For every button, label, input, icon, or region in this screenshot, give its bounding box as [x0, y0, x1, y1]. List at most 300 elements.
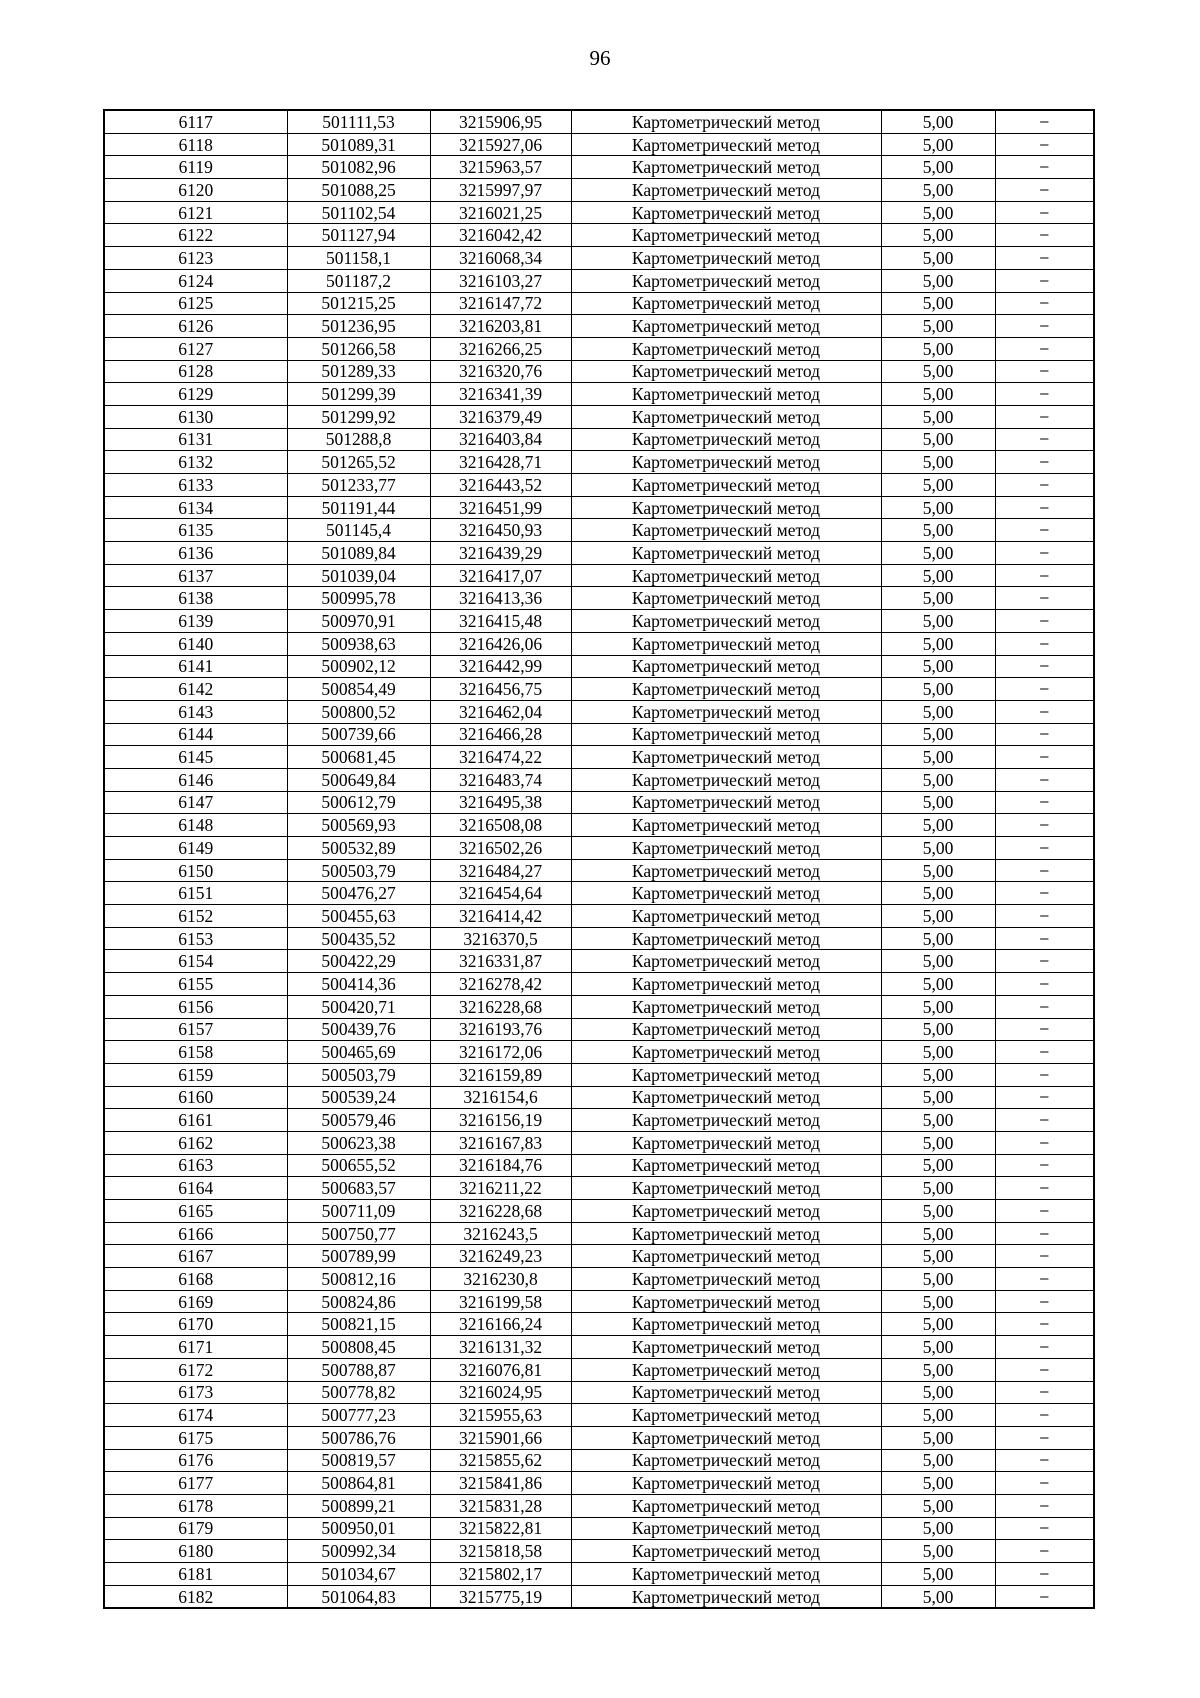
table-row	[104, 1018, 1094, 1041]
accuracy-cell: 5,00	[881, 1563, 995, 1586]
accuracy-cell: 5,00	[881, 1200, 995, 1223]
method-cell: Картометрический метод	[571, 632, 881, 655]
accuracy-cell: 5,00	[881, 383, 995, 406]
description-cell: –	[995, 179, 1094, 202]
accuracy-cell: 5,00	[881, 700, 995, 723]
accuracy-cell: 5,00	[881, 1358, 995, 1381]
x-coordinate-cell: 500778,82	[287, 1381, 430, 1404]
description-cell: –	[995, 360, 1094, 383]
y-coordinate-cell: 3216462,04	[430, 700, 571, 723]
y-coordinate-cell: 3216341,39	[430, 383, 571, 406]
x-coordinate-cell: 500420,71	[287, 995, 430, 1018]
description-cell: –	[995, 814, 1094, 837]
table-row	[104, 632, 1094, 655]
point-number-cell: 6174	[104, 1404, 287, 1427]
y-coordinate-cell: 3215802,17	[430, 1563, 571, 1586]
point-number-cell: 6166	[104, 1222, 287, 1245]
method-cell: Картометрический метод	[571, 973, 881, 996]
description-cell: –	[995, 973, 1094, 996]
y-coordinate-cell: 3216443,52	[430, 474, 571, 497]
x-coordinate-cell: 501034,67	[287, 1563, 430, 1586]
table-row	[104, 292, 1094, 315]
method-cell: Картометрический метод	[571, 474, 881, 497]
accuracy-cell: 5,00	[881, 1472, 995, 1495]
table-row	[104, 1268, 1094, 1291]
method-cell: Картометрический метод	[571, 1177, 881, 1200]
point-number-cell: 6160	[104, 1086, 287, 1109]
y-coordinate-cell: 3216228,68	[430, 1200, 571, 1223]
point-number-cell: 6159	[104, 1063, 287, 1086]
table-row	[104, 746, 1094, 769]
accuracy-cell: 5,00	[881, 746, 995, 769]
page-number: 96	[589, 46, 611, 70]
y-coordinate-cell: 3216413,36	[430, 587, 571, 610]
table-row	[104, 337, 1094, 360]
method-cell: Картометрический метод	[571, 1381, 881, 1404]
method-cell: Картометрический метод	[571, 405, 881, 428]
x-coordinate-cell: 500824,86	[287, 1290, 430, 1313]
accuracy-cell: 5,00	[881, 1585, 995, 1608]
description-cell: –	[995, 315, 1094, 338]
method-cell: Картометрический метод	[571, 1222, 881, 1245]
y-coordinate-cell: 3215955,63	[430, 1404, 571, 1427]
accuracy-cell: 5,00	[881, 1018, 995, 1041]
table-row	[104, 1313, 1094, 1336]
description-cell: –	[995, 1358, 1094, 1381]
description-cell: –	[995, 632, 1094, 655]
description-cell: –	[995, 292, 1094, 315]
x-coordinate-cell: 501064,83	[287, 1585, 430, 1608]
description-cell: –	[995, 519, 1094, 542]
table-row	[104, 768, 1094, 791]
x-coordinate-cell: 501088,25	[287, 179, 430, 202]
table-row	[104, 1200, 1094, 1223]
point-number-cell: 6148	[104, 814, 287, 837]
description-cell: –	[995, 474, 1094, 497]
table-row	[104, 859, 1094, 882]
table-row	[104, 247, 1094, 270]
x-coordinate-cell: 500539,24	[287, 1086, 430, 1109]
description-cell: –	[995, 746, 1094, 769]
point-number-cell: 6138	[104, 587, 287, 610]
point-number-cell: 6178	[104, 1494, 287, 1517]
x-coordinate-cell: 500681,45	[287, 746, 430, 769]
accuracy-cell: 5,00	[881, 519, 995, 542]
table-row	[104, 1109, 1094, 1132]
point-number-cell: 6139	[104, 610, 287, 633]
description-cell: –	[995, 610, 1094, 633]
accuracy-cell: 5,00	[881, 655, 995, 678]
point-number-cell: 6145	[104, 746, 287, 769]
description-cell: –	[995, 1041, 1094, 1064]
method-cell: Картометрический метод	[571, 927, 881, 950]
point-number-cell: 6177	[104, 1472, 287, 1495]
x-coordinate-cell: 500532,89	[287, 837, 430, 860]
method-cell: Картометрический метод	[571, 564, 881, 587]
y-coordinate-cell: 3216403,84	[430, 428, 571, 451]
table-row	[104, 1086, 1094, 1109]
x-coordinate-cell: 500938,63	[287, 632, 430, 655]
y-coordinate-cell: 3216228,68	[430, 995, 571, 1018]
description-cell: –	[995, 110, 1094, 133]
x-coordinate-cell: 500902,12	[287, 655, 430, 678]
table-row	[104, 927, 1094, 950]
point-number-cell: 6125	[104, 292, 287, 315]
description-cell: –	[995, 133, 1094, 156]
accuracy-cell: 5,00	[881, 1381, 995, 1404]
method-cell: Картометрический метод	[571, 678, 881, 701]
method-cell: Картометрический метод	[571, 655, 881, 678]
accuracy-cell: 5,00	[881, 1404, 995, 1427]
x-coordinate-cell: 500786,76	[287, 1426, 430, 1449]
method-cell: Картометрический метод	[571, 542, 881, 565]
y-coordinate-cell: 3216483,74	[430, 768, 571, 791]
method-cell: Картометрический метод	[571, 1063, 881, 1086]
method-cell: Картометрический метод	[571, 1268, 881, 1291]
point-number-cell: 6176	[104, 1449, 287, 1472]
x-coordinate-cell: 501288,8	[287, 428, 430, 451]
method-cell: Картометрический метод	[571, 1585, 881, 1608]
method-cell: Картометрический метод	[571, 700, 881, 723]
description-cell: –	[995, 1449, 1094, 1472]
method-cell: Картометрический метод	[571, 247, 881, 270]
x-coordinate-cell: 501158,1	[287, 247, 430, 270]
x-coordinate-cell: 500739,66	[287, 723, 430, 746]
x-coordinate-cell: 500683,57	[287, 1177, 430, 1200]
table-row	[104, 383, 1094, 406]
description-cell: –	[995, 723, 1094, 746]
table-row	[104, 610, 1094, 633]
method-cell: Картометрический метод	[571, 133, 881, 156]
table-row	[104, 224, 1094, 247]
table-row	[104, 428, 1094, 451]
accuracy-cell: 5,00	[881, 1336, 995, 1359]
accuracy-cell: 5,00	[881, 950, 995, 973]
method-cell: Картометрический метод	[571, 1426, 881, 1449]
method-cell: Картометрический метод	[571, 383, 881, 406]
x-coordinate-cell: 500995,78	[287, 587, 430, 610]
method-cell: Картометрический метод	[571, 337, 881, 360]
x-coordinate-cell: 500864,81	[287, 1472, 430, 1495]
description-cell: –	[995, 859, 1094, 882]
x-coordinate-cell: 501187,2	[287, 269, 430, 292]
x-coordinate-cell: 500435,52	[287, 927, 430, 950]
x-coordinate-cell: 500649,84	[287, 768, 430, 791]
method-cell: Картометрический метод	[571, 156, 881, 179]
table-row	[104, 1336, 1094, 1359]
point-number-cell: 6131	[104, 428, 287, 451]
y-coordinate-cell: 3216193,76	[430, 1018, 571, 1041]
description-cell: –	[995, 882, 1094, 905]
description-cell: –	[995, 1018, 1094, 1041]
x-coordinate-cell: 501111,53	[287, 110, 430, 133]
accuracy-cell: 5,00	[881, 496, 995, 519]
description-cell: –	[995, 1086, 1094, 1109]
description-cell: –	[995, 1404, 1094, 1427]
description-cell: –	[995, 428, 1094, 451]
method-cell: Картометрический метод	[571, 1245, 881, 1268]
y-coordinate-cell: 3216414,42	[430, 905, 571, 928]
accuracy-cell: 5,00	[881, 1109, 995, 1132]
accuracy-cell: 5,00	[881, 1131, 995, 1154]
description-cell: –	[995, 950, 1094, 973]
method-cell: Картометрический метод	[571, 1336, 881, 1359]
accuracy-cell: 5,00	[881, 1268, 995, 1291]
table-row	[104, 1245, 1094, 1268]
method-cell: Картометрический метод	[571, 837, 881, 860]
method-cell: Картометрический метод	[571, 1472, 881, 1495]
description-cell: –	[995, 1154, 1094, 1177]
method-cell: Картометрический метод	[571, 1358, 881, 1381]
description-cell: –	[995, 1540, 1094, 1563]
description-cell: –	[995, 1268, 1094, 1291]
accuracy-cell: 5,00	[881, 179, 995, 202]
table-row	[104, 791, 1094, 814]
y-coordinate-cell: 3216042,42	[430, 224, 571, 247]
x-coordinate-cell: 500422,29	[287, 950, 430, 973]
description-cell: –	[995, 1200, 1094, 1223]
y-coordinate-cell: 3216199,58	[430, 1290, 571, 1313]
point-number-cell: 6120	[104, 179, 287, 202]
description-cell: –	[995, 269, 1094, 292]
point-number-cell: 6161	[104, 1109, 287, 1132]
table-row	[104, 837, 1094, 860]
method-cell: Картометрический метод	[571, 1041, 881, 1064]
table-row	[104, 1290, 1094, 1313]
point-number-cell: 6153	[104, 927, 287, 950]
description-cell: –	[995, 791, 1094, 814]
x-coordinate-cell: 501191,44	[287, 496, 430, 519]
method-cell: Картометрический метод	[571, 1494, 881, 1517]
description-cell: –	[995, 496, 1094, 519]
accuracy-cell: 5,00	[881, 1041, 995, 1064]
y-coordinate-cell: 3216370,5	[430, 927, 571, 950]
table-row	[104, 179, 1094, 202]
method-cell: Картометрический метод	[571, 269, 881, 292]
accuracy-cell: 5,00	[881, 905, 995, 928]
y-coordinate-cell: 3216415,48	[430, 610, 571, 633]
point-number-cell: 6170	[104, 1313, 287, 1336]
x-coordinate-cell: 500465,69	[287, 1041, 430, 1064]
point-number-cell: 6180	[104, 1540, 287, 1563]
point-number-cell: 6147	[104, 791, 287, 814]
x-coordinate-cell: 500854,49	[287, 678, 430, 701]
y-coordinate-cell: 3216068,34	[430, 247, 571, 270]
y-coordinate-cell: 3216172,06	[430, 1041, 571, 1064]
accuracy-cell: 5,00	[881, 201, 995, 224]
accuracy-cell: 5,00	[881, 315, 995, 338]
x-coordinate-cell: 501145,4	[287, 519, 430, 542]
y-coordinate-cell: 3216456,75	[430, 678, 571, 701]
table-row	[104, 496, 1094, 519]
table-row	[104, 700, 1094, 723]
description-cell: –	[995, 587, 1094, 610]
accuracy-cell: 5,00	[881, 632, 995, 655]
table-row	[104, 156, 1094, 179]
table-row	[104, 1154, 1094, 1177]
accuracy-cell: 5,00	[881, 1517, 995, 1540]
accuracy-cell: 5,00	[881, 1540, 995, 1563]
description-cell: –	[995, 1381, 1094, 1404]
description-cell: –	[995, 1472, 1094, 1495]
y-coordinate-cell: 3216451,99	[430, 496, 571, 519]
x-coordinate-cell: 500899,21	[287, 1494, 430, 1517]
table-row	[104, 1177, 1094, 1200]
point-number-cell: 6164	[104, 1177, 287, 1200]
description-cell: –	[995, 156, 1094, 179]
accuracy-cell: 5,00	[881, 133, 995, 156]
method-cell: Картометрический метод	[571, 768, 881, 791]
x-coordinate-cell: 500569,93	[287, 814, 430, 837]
point-number-cell: 6134	[104, 496, 287, 519]
accuracy-cell: 5,00	[881, 610, 995, 633]
table-row	[104, 1041, 1094, 1064]
x-coordinate-cell: 500414,36	[287, 973, 430, 996]
x-coordinate-cell: 500812,16	[287, 1268, 430, 1291]
y-coordinate-cell: 3216417,07	[430, 564, 571, 587]
x-coordinate-cell: 501236,95	[287, 315, 430, 338]
method-cell: Картометрический метод	[571, 1200, 881, 1223]
method-cell: Картометрический метод	[571, 1154, 881, 1177]
description-cell: –	[995, 1063, 1094, 1086]
accuracy-cell: 5,00	[881, 405, 995, 428]
y-coordinate-cell: 3216147,72	[430, 292, 571, 315]
point-number-cell: 6132	[104, 451, 287, 474]
accuracy-cell: 5,00	[881, 1313, 995, 1336]
table-row	[104, 1358, 1094, 1381]
description-cell: –	[995, 337, 1094, 360]
x-coordinate-cell: 500970,91	[287, 610, 430, 633]
method-cell: Картометрический метод	[571, 1540, 881, 1563]
point-number-cell: 6143	[104, 700, 287, 723]
x-coordinate-cell: 501089,31	[287, 133, 430, 156]
y-coordinate-cell: 3215901,66	[430, 1426, 571, 1449]
accuracy-cell: 5,00	[881, 723, 995, 746]
method-cell: Картометрический метод	[571, 859, 881, 882]
y-coordinate-cell: 3216439,29	[430, 542, 571, 565]
method-cell: Картометрический метод	[571, 1086, 881, 1109]
x-coordinate-cell: 501215,25	[287, 292, 430, 315]
y-coordinate-cell: 3216021,25	[430, 201, 571, 224]
table-row	[104, 678, 1094, 701]
x-coordinate-cell: 500821,15	[287, 1313, 430, 1336]
point-number-cell: 6175	[104, 1426, 287, 1449]
description-cell: –	[995, 1131, 1094, 1154]
point-number-cell: 6173	[104, 1381, 287, 1404]
accuracy-cell: 5,00	[881, 973, 995, 996]
method-cell: Картометрический метод	[571, 179, 881, 202]
y-coordinate-cell: 3216154,6	[430, 1086, 571, 1109]
table-row	[104, 1131, 1094, 1154]
x-coordinate-cell: 501289,33	[287, 360, 430, 383]
table-row	[104, 1585, 1094, 1608]
method-cell: Картометрический метод	[571, 587, 881, 610]
point-number-cell: 6152	[104, 905, 287, 928]
point-number-cell: 6163	[104, 1154, 287, 1177]
description-cell: –	[995, 905, 1094, 928]
point-number-cell: 6162	[104, 1131, 287, 1154]
method-cell: Картометрический метод	[571, 428, 881, 451]
accuracy-cell: 5,00	[881, 224, 995, 247]
x-coordinate-cell: 500579,46	[287, 1109, 430, 1132]
point-number-cell: 6149	[104, 837, 287, 860]
y-coordinate-cell: 3216243,5	[430, 1222, 571, 1245]
table-row	[104, 814, 1094, 837]
method-cell: Картометрический метод	[571, 315, 881, 338]
table-row	[104, 587, 1094, 610]
x-coordinate-cell: 500612,79	[287, 791, 430, 814]
x-coordinate-cell: 500455,63	[287, 905, 430, 928]
table-row	[104, 133, 1094, 156]
y-coordinate-cell: 3216454,64	[430, 882, 571, 905]
table-row	[104, 110, 1094, 133]
accuracy-cell: 5,00	[881, 360, 995, 383]
y-coordinate-cell: 3215997,97	[430, 179, 571, 202]
accuracy-cell: 5,00	[881, 1063, 995, 1086]
point-number-cell: 6141	[104, 655, 287, 678]
accuracy-cell: 5,00	[881, 814, 995, 837]
y-coordinate-cell: 3216331,87	[430, 950, 571, 973]
description-cell: –	[995, 1426, 1094, 1449]
point-number-cell: 6146	[104, 768, 287, 791]
table-row	[104, 269, 1094, 292]
coordinates-table-body	[104, 110, 1094, 1608]
point-number-cell: 6156	[104, 995, 287, 1018]
description-cell: –	[995, 383, 1094, 406]
table-row	[104, 1517, 1094, 1540]
accuracy-cell: 5,00	[881, 110, 995, 133]
table-row	[104, 882, 1094, 905]
y-coordinate-cell: 3215818,58	[430, 1540, 571, 1563]
method-cell: Картометрический метод	[571, 1313, 881, 1336]
accuracy-cell: 5,00	[881, 882, 995, 905]
y-coordinate-cell: 3216484,27	[430, 859, 571, 882]
accuracy-cell: 5,00	[881, 247, 995, 270]
method-cell: Картометрический метод	[571, 451, 881, 474]
table-row	[104, 950, 1094, 973]
table-row	[104, 655, 1094, 678]
x-coordinate-cell: 500503,79	[287, 859, 430, 882]
accuracy-cell: 5,00	[881, 678, 995, 701]
method-cell: Картометрический метод	[571, 110, 881, 133]
point-number-cell: 6167	[104, 1245, 287, 1268]
table-row	[104, 519, 1094, 542]
accuracy-cell: 5,00	[881, 292, 995, 315]
x-coordinate-cell: 500788,87	[287, 1358, 430, 1381]
accuracy-cell: 5,00	[881, 474, 995, 497]
description-cell: –	[995, 1563, 1094, 1586]
accuracy-cell: 5,00	[881, 768, 995, 791]
method-cell: Картометрический метод	[571, 360, 881, 383]
accuracy-cell: 5,00	[881, 1290, 995, 1313]
point-number-cell: 6130	[104, 405, 287, 428]
table-row	[104, 905, 1094, 928]
point-number-cell: 6165	[104, 1200, 287, 1223]
table-row	[104, 201, 1094, 224]
point-number-cell: 6157	[104, 1018, 287, 1041]
description-cell: –	[995, 1517, 1094, 1540]
point-number-cell: 6119	[104, 156, 287, 179]
accuracy-cell: 5,00	[881, 587, 995, 610]
description-cell: –	[995, 1245, 1094, 1268]
y-coordinate-cell: 3215831,28	[430, 1494, 571, 1517]
point-number-cell: 6135	[104, 519, 287, 542]
description-cell: –	[995, 1290, 1094, 1313]
y-coordinate-cell: 3215927,06	[430, 133, 571, 156]
y-coordinate-cell: 3216428,71	[430, 451, 571, 474]
description-cell: –	[995, 1494, 1094, 1517]
point-number-cell: 6172	[104, 1358, 287, 1381]
